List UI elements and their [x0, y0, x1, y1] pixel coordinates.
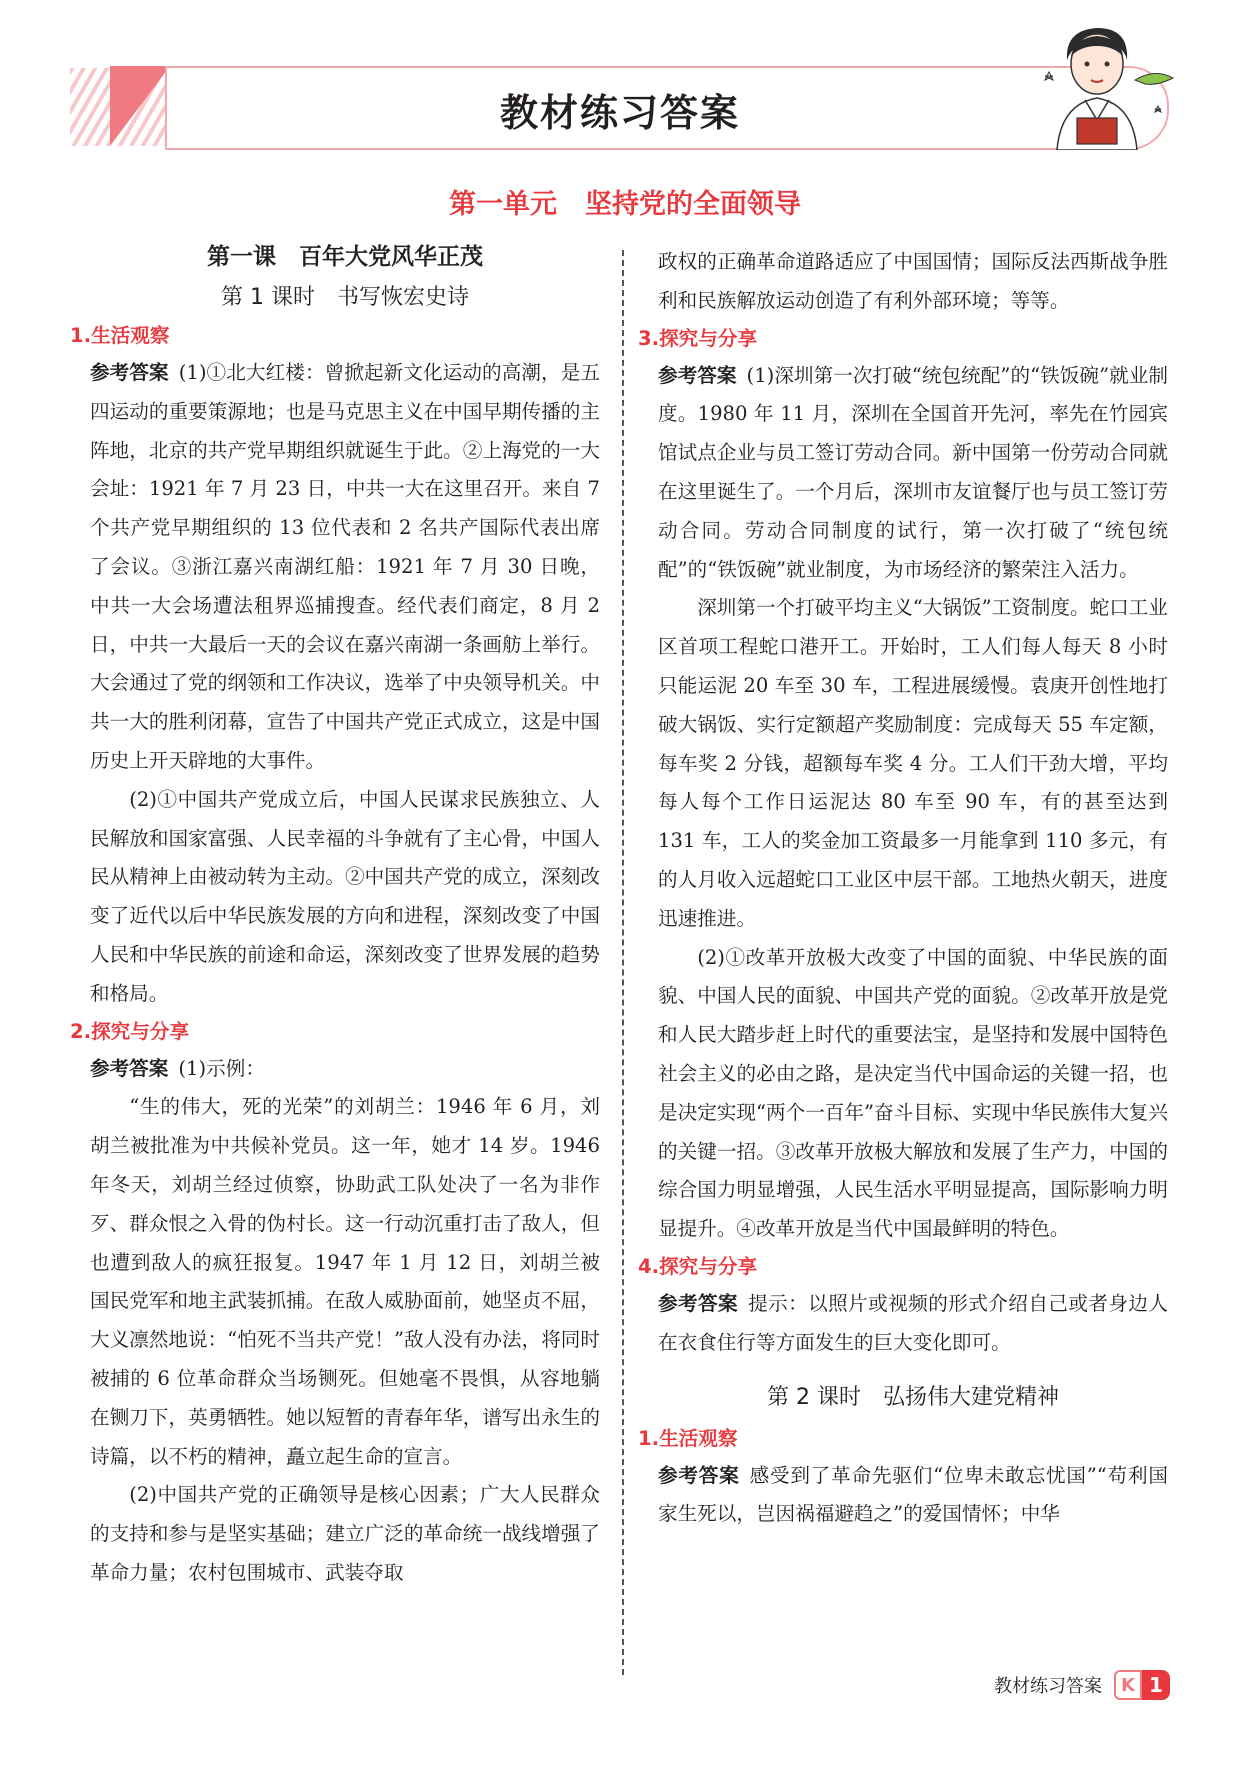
lesson-title: 第一课 百年大党风华正茂 [207, 244, 483, 270]
answer-paragraph: 政权的正确革命道路适应了中国国情；国际反法西斯战争胜利和民族解放运动创造了有利外部环境；等等。 [658, 250, 1168, 312]
right-column [638, 243, 1169, 1534]
answer-label: 参考答案 [658, 363, 737, 387]
period-title: 第 1 课时 书写恢宏史诗 [221, 285, 469, 310]
answer-paragraph: (2)中国共产党的正确领导是核心因素；广大人民群众的支持和参与是坚实基础；建立广泛的革命统一战线增强了革命力量；农村包围城市、武装夺取 [90, 1483, 600, 1584]
answer-text: 提示：以照片或视频的形式介绍自己或者身边人在衣食住行等方面发生的巨大变化即可。 [658, 1291, 1169, 1354]
page-number: 1 [1142, 1670, 1170, 1700]
footer-label: 教材练习答案 [994, 1676, 1102, 1697]
section-heading: 2.探究与分享 [70, 1019, 190, 1043]
section-heading: 1.生活观察 [70, 324, 170, 347]
section-heading: 3.探究与分享 [638, 326, 758, 350]
answer-paragraph [658, 357, 1168, 590]
answer-text: (1)①北大红楼：曾掀起新文化运动的高潮，是五四运动的重要策源地；也是马克思主义在中国早期传播的主阵地，北京的共产党早期组织就诞生于此。②上海党的一大会址：1921 年 7 月 23 日，中共一大在这里召开。来自 7 个共产党早期组织的 13 位代表和 2 名共产国际代表出席了会议。③浙江嘉兴南湖红船：1921 年 7 月 30 日晚，中共一大会场遭法租界巡捕搜查。经代表们商定，8 月 2 日，中共一大最后一天的会议在嘉兴南湖一条画舫上举行。大会通过了党的纲领和工作决议，选举了中央领导机关。中共一大的胜利闭幕，宣告了中国共产党正式成立，这是中国历史上开天辟地的大事件。 [90, 361, 601, 772]
answer-label: 参考答案 [90, 1056, 169, 1080]
answer-label: 参考答案 [90, 361, 169, 384]
answer-label: 参考答案 [658, 1463, 740, 1487]
left-column [70, 236, 601, 1593]
page-header [70, 60, 1170, 150]
answer-paragraph [658, 1285, 1168, 1363]
unit-title [0, 182, 1250, 221]
answer-text: (1)深圳第一次打破“统包统配”的“铁饭碗”就业制度。1980 年 11 月，深圳在全国首开先河，率先在竹园宾馆试点企业与员工签订劳动合同。新中国第一份劳动合同就在这里诞生了。一个月后，深圳市友谊餐厅也与员工签订劳动合同。劳动合同制度的试行，第一次打破了“统包统配”的“铁饭碗”就业制度，为市场经济的繁荣注入活力。 [658, 363, 1168, 581]
period-title: 第 2 课时 弘扬伟大建党精神 [767, 1384, 1059, 1410]
section-heading: 4.探究与分享 [638, 1254, 758, 1278]
unit-name: 坚持党的全面领导 [585, 189, 801, 220]
page-title: 教材练习答案 [499, 91, 740, 135]
answer-paragraph [90, 354, 600, 781]
footer-k-badge: K [1114, 1670, 1142, 1700]
answer-paragraph [658, 1457, 1168, 1535]
unit-number: 第一单元 [449, 189, 557, 220]
section-heading: 1.生活观察 [638, 1426, 738, 1450]
answer-text: 感受到了革命先驱们“位卑未敢忘忧国”“苟利国家生死以，岂因祸福避趋之”的爱国情怀；中华 [658, 1463, 1168, 1526]
answer-paragraph: “生的伟大，死的光荣”的刘胡兰：1946 年 6 月，刘胡兰被批准为中共候补党员。这一年，她才 14 岁。1946 年冬天，刘胡兰经过侦察，协助武工队处决了一名为非作歹、群众恨之入骨的伪村长。这一行动沉重打击了敌人，但也遭到敌人的疯狂报复。1947 年 1 月 12 日，刘胡兰被国民党军和地主武装抓捕。在敌人威胁面前，她坚贞不屈，大义凛然地说：“怕死不当共产党！”敌人没有办法，将同时被捕的 6 位革命群众当场铡死。但她毫不畏惧，从容地躺在铡刀下，英勇牺牲。她以短暂的青春年华，谱写出永生的诗篇，以不朽的精神，矗立起生命的宣言。 [90, 1095, 600, 1468]
student-illustration [1005, 20, 1205, 150]
page-footer [994, 1670, 1170, 1700]
answer-paragraph: (2)①中国共产党成立后，中国人民谋求民族独立、人民解放和国家富强、人民幸福的斗争就有了主心骨，中国人民从精神上由被动转为主动。②中国共产党的成立，深刻改变了近代以后中华民族发展的方向和进程，深刻改变了中国人民和中华民族的前途和命运，深刻改变了世界发展的趋势和格局。 [90, 787, 600, 1005]
answer-paragraph: (2)①改革开放极大改变了中国的面貌、中华民族的面貌、中国人民的面貌、中国共产党的面貌。②改革开放是党和人民大踏步赶上时代的重要法宝，是坚持和发展中国特色社会主义的必由之路，是决定当代中国命运的关键一招，也是决定实现“两个一百年”奋斗目标、实现中华民族伟大复兴的关键一招。③改革开放极大解放和发展了生产力，中国的综合国力明显增强，人民生活水平明显提高，国际影响力明显提升。④改革开放是当代中国最鲜明的特色。 [658, 945, 1168, 1241]
answer-paragraph [90, 1050, 600, 1089]
answer-text: (1)示例： [178, 1056, 265, 1080]
column-divider [622, 250, 624, 1675]
answer-label: 参考答案 [658, 1291, 739, 1315]
answer-paragraph: 深圳第一个打破平均主义“大锅饭”工资制度。蛇口工业区首项工程蛇口港开工。开始时，工人们每人每天 8 小时只能运泥 20 车至 30 车，工程进展缓慢。袁庚开创性地打破大锅饭、实行定额超产奖励制度：完成每天 55 车定额，每车奖 2 分钱，超额每车奖 4 分。工人们干劲大增，平均每人每个工作日运泥达 80 车至 90 车，有的甚至达到 131 车，工人的奖金加工资最多一月能拿到 110 多元，有的人月收入远超蛇口工业区中层干部。工地热火朝天，进度迅速推进。 [658, 596, 1168, 930]
